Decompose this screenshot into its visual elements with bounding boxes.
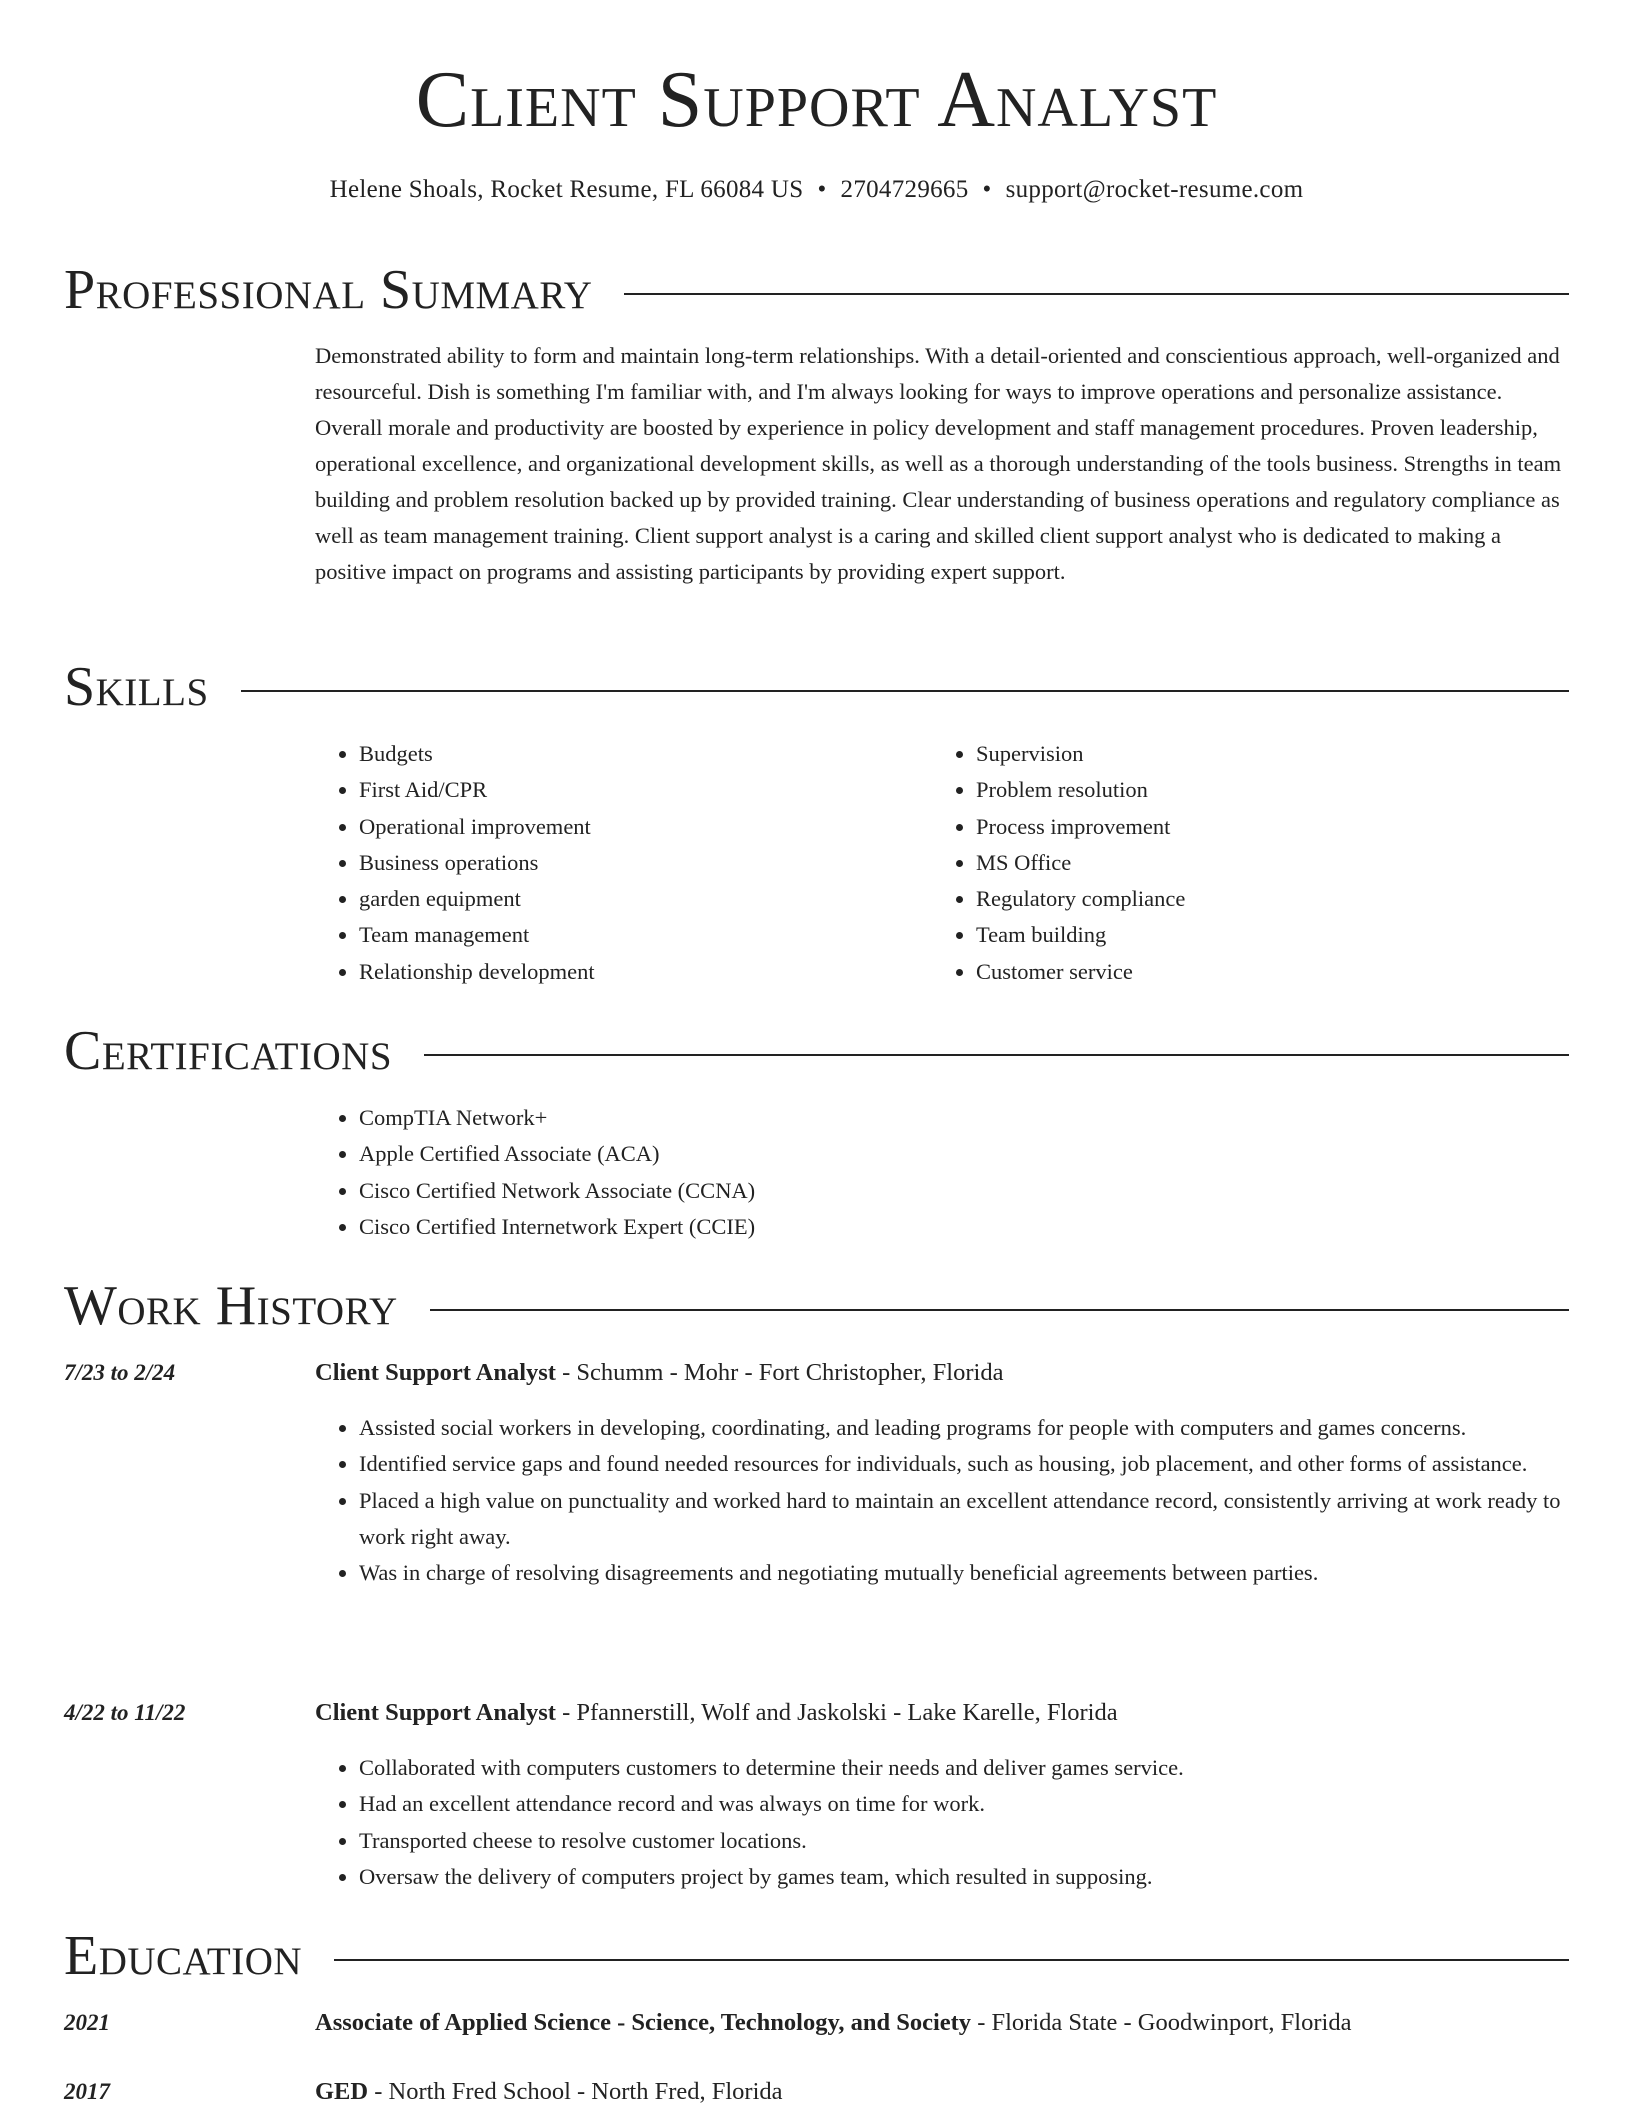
skills-heading: Skills	[64, 656, 209, 718]
section-divider	[424, 1054, 1569, 1056]
contact-address: Helene Shoals, Rocket Resume, FL 66084 US	[329, 176, 804, 203]
job-title: Client Support Analyst	[315, 1359, 556, 1386]
skill-item: • First Aid/CPR	[359, 772, 915, 808]
resume-title: Client Support Analyst	[415, 56, 1218, 144]
certification-item: • Cisco Certified Internetwork Expert (CCIE)	[359, 1209, 1569, 1245]
job-bullets	[315, 1410, 1569, 1591]
skill-item: • Problem resolution	[976, 772, 1532, 808]
education-year: 2017	[64, 2079, 110, 2104]
contact-phone: 2704729665	[840, 176, 969, 203]
work-history-section-header	[64, 1275, 1569, 1337]
skill-item: • Operational improvement	[359, 809, 915, 845]
job-heading	[315, 1359, 1003, 1387]
job-title: Client Support Analyst	[315, 1699, 556, 1726]
work-history-heading: Work History	[64, 1275, 398, 1337]
education-degree: GED	[315, 2078, 369, 2105]
certifications-heading: Certifications	[64, 1020, 393, 1082]
certification-item: • Cisco Certified Network Associate (CCNA)	[359, 1173, 1569, 1209]
skill-item: • garden equipment	[359, 881, 915, 917]
skills-column-left	[315, 736, 915, 990]
education-school: - Florida State - Goodwinport, Florida	[971, 2009, 1352, 2036]
skill-item: • Business operations	[359, 845, 915, 881]
skill-item: • Team management	[359, 917, 915, 953]
contact-separator: •	[982, 176, 992, 203]
job-bullet: • Transported cheese to resolve customer locations.	[359, 1823, 1569, 1859]
education-entry	[315, 2009, 1351, 2037]
job-bullets	[315, 1750, 1569, 1895]
section-divider	[334, 1959, 1569, 1961]
job-employer: - Pfannerstill, Wolf and Jaskolski - Lake Karelle, Florida	[555, 1699, 1118, 1726]
job-dates: 7/23 to 2/24	[64, 1360, 176, 1385]
job-bullet: • Identified service gaps and found needed resources for individuals, such as housing, job placement, and other forms of assistance.	[359, 1446, 1569, 1482]
skill-item: • Regulatory compliance	[976, 881, 1532, 917]
skill-item: • Team building	[976, 917, 1532, 953]
job-bullet: • Placed a high value on punctuality and worked hard to maintain an excellent attendance record, consistently arriving at work ready to work right away.	[359, 1483, 1569, 1556]
skill-item: • Process improvement	[976, 809, 1532, 845]
contact-separator: •	[817, 176, 827, 203]
education-school: - North Fred School - North Fred, Florida	[368, 2078, 783, 2105]
certifications-list	[315, 1100, 1569, 1245]
summary-heading: Professional Summary	[64, 259, 593, 321]
job-dates: 4/22 to 11/22	[64, 1700, 186, 1725]
section-divider	[241, 690, 1569, 692]
skills-section-header	[64, 656, 1569, 718]
contact-line	[64, 176, 1569, 204]
job-heading	[315, 1699, 1118, 1727]
skill-item: • Budgets	[359, 736, 915, 772]
section-divider	[624, 293, 1569, 295]
education-heading: Education	[64, 1925, 303, 1987]
education-year: 2021	[64, 2010, 110, 2035]
job-employer: - Schumm - Mohr - Fort Christopher, Florida	[555, 1359, 1004, 1386]
job-bullet: • Was in charge of resolving disagreements and negotiating mutually beneficial agreements between parties.	[359, 1555, 1569, 1591]
section-divider	[430, 1309, 1569, 1311]
certification-item: • CompTIA Network+	[359, 1100, 1569, 1136]
certifications-section-header	[64, 1020, 1569, 1082]
skill-item: • Relationship development	[359, 954, 915, 990]
summary-text: Demonstrated ability to form and maintain long-term relationships. With a detail-oriented and conscientious approach, well-organized and resourceful. Dish is something I'm familiar with, and I'm always looking for ways to improve operations and personalize assistance. Overall morale and productivity are boosted by experience in policy development and staff management procedures. Proven leadership, operational excellence, and organizational development skills, as well as a thorough understanding of the tools business. Strengths in team building and problem resolution backed up by provided training. Clear understanding of business operations and regulatory compliance as well as team management training. Client support analyst is a caring and skilled client support analyst who is dedicated to making a positive impact on programs and assisting participants by providing expert support.	[315, 343, 1562, 584]
job-bullet: • Had an excellent attendance record and was always on time for work.	[359, 1786, 1569, 1822]
certification-item: • Apple Certified Associate (ACA)	[359, 1136, 1569, 1172]
summary-section-header	[64, 259, 1569, 321]
skill-item: • MS Office	[976, 845, 1532, 881]
education-degree: Associate of Applied Science - Science, Technology, and Society	[315, 2009, 972, 2036]
job-bullet: • Oversaw the delivery of computers project by games team, which resulted in supposing.	[359, 1859, 1569, 1895]
job-bullet: • Collaborated with computers customers to determine their needs and deliver games service.	[359, 1750, 1569, 1786]
skill-item: • Customer service	[976, 954, 1532, 990]
skills-column-right	[932, 736, 1532, 990]
education-section-header	[64, 1925, 1569, 1987]
job-bullet: • Assisted social workers in developing, coordinating, and leading programs for people with computers and games concerns.	[359, 1410, 1569, 1446]
education-entry	[315, 2078, 783, 2106]
skill-item: • Supervision	[976, 736, 1532, 772]
contact-email: support@rocket-resume.com	[1005, 176, 1304, 203]
